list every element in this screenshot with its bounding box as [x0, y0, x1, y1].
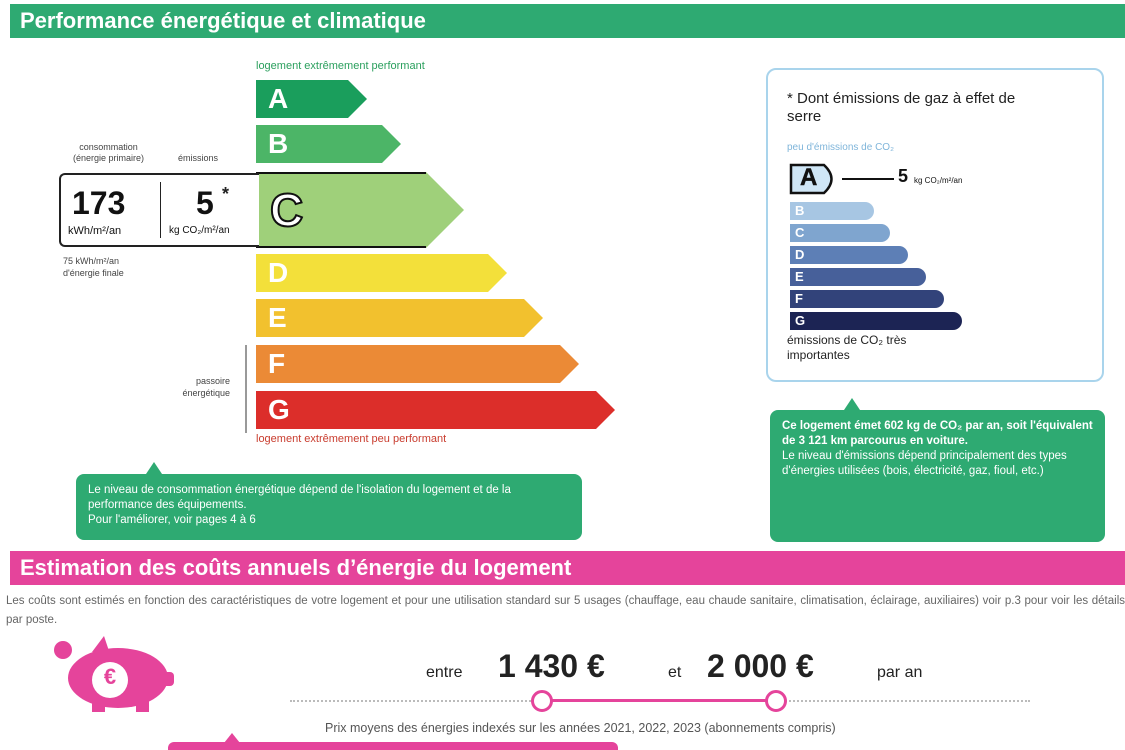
label-worst-performance: logement extrêmement peu performant — [256, 433, 447, 445]
co2-current-class-badge — [788, 162, 842, 196]
energy-class-letter: D — [256, 254, 488, 292]
co2-callout-text: Le niveau d'émissions dépend principalement des types d'énergies utilisées (bois, électricité, gaz, fioul, etc.) — [782, 450, 1067, 477]
co2-class-f: F — [790, 290, 944, 308]
final-energy-value: 75 kWh/m²/an — [63, 256, 120, 266]
co2-value: 5 — [898, 166, 909, 186]
piggy-euro-symbol: € — [103, 664, 117, 689]
range-prefix: entre — [426, 664, 463, 681]
range-suffix: par an — [877, 664, 923, 681]
consumption-label: consommation (énergie primaire) — [72, 142, 145, 163]
energy-class-c — [256, 172, 464, 248]
co2-class-c: C — [790, 224, 890, 242]
bottom-banner-edge — [168, 742, 618, 750]
energy-callout-text: Le niveau de consommation énergétique dépend de l'isolation du logement et de la performance des équipements. Pour l'améliorer, voir pages 4 à 6 — [88, 484, 511, 526]
energy-class-e — [256, 299, 543, 337]
energy-class-f — [256, 345, 579, 383]
energy-class-a — [256, 80, 367, 118]
co2-class-d: D — [790, 246, 908, 264]
co2-label-low: peu d'émissions de CO₂ — [787, 142, 894, 153]
energy-callout — [76, 474, 582, 540]
passoire-label: passoire énergétique — [182, 376, 230, 398]
energy-class-arrow — [382, 125, 401, 163]
prices-note: Prix moyens des énergies indexés sur les années 2021, 2022, 2023 (abonnements compris) — [325, 721, 836, 735]
energy-class-b — [256, 125, 401, 163]
min-cost: 1 430 € — [498, 648, 605, 684]
co2-pointer-line — [842, 178, 894, 180]
consumption-value: 173 — [72, 185, 126, 221]
co2-callout — [770, 410, 1105, 542]
range-max-marker — [765, 690, 787, 712]
emissions-star: * — [222, 184, 230, 204]
energy-class-letter: A — [256, 80, 348, 118]
range-bar — [541, 699, 777, 702]
energy-class-arrow — [560, 345, 579, 383]
energy-class-arrow — [348, 80, 367, 118]
emissions-unit: kg CO₂/m²/an — [169, 225, 230, 236]
co2-callout-bold: Ce logement émet 602 kg de CO₂ par an, soit l'équivalent de 3 121 km parcourus en voiture. — [782, 420, 1093, 447]
emissions-label: émissions — [178, 153, 219, 163]
co2-title: * Dont émissions de gaz à effet de serre — [787, 90, 1016, 125]
box-divider — [160, 182, 161, 238]
label-best-performance: logement extrêmement performant — [256, 60, 425, 72]
range-and: et — [668, 664, 682, 681]
energy-class-d — [256, 254, 507, 292]
bottom-banner-pointer — [224, 733, 240, 743]
callout-pointer — [844, 398, 860, 410]
energy-class-letter: F — [256, 345, 560, 383]
energy-class-arrow — [524, 299, 543, 337]
passoire-bracket — [245, 345, 247, 433]
range-min-marker — [531, 690, 553, 712]
co2-label-high: émissions de CO₂ très importantes — [787, 333, 907, 362]
energy-class-arrow — [596, 391, 615, 429]
energy-section-title: Performance énergétique et climatique — [10, 4, 1125, 38]
energy-class-letter: B — [256, 125, 382, 163]
cost-description: Les coûts sont estimés en fonction des caractéristiques de votre logement et pour une utilisation standard sur 5 usages (chauffage, eau chaude sanitaire, climatisation, éclairage, auxiliaires) voir p.3 pour voir les détails par poste. — [6, 595, 1125, 626]
energy-class-letter: G — [256, 391, 596, 429]
emissions-value: 5 — [196, 185, 214, 221]
energy-class-letter: C — [256, 172, 426, 248]
energy-class-letter: E — [256, 299, 524, 337]
energy-class-arrow — [426, 172, 464, 248]
co2-unit: kg CO₂/m²/an — [914, 176, 963, 185]
co2-current-class-letter: A — [800, 164, 818, 191]
co2-class-g: G — [790, 312, 962, 330]
max-cost: 2 000 € — [707, 648, 814, 684]
consumption-unit: kWh/m²/an — [68, 225, 122, 237]
cost-section-title: Estimation des coûts annuels d’énergie du logement — [10, 551, 1125, 585]
callout-pointer — [146, 462, 162, 474]
final-energy-label: d'énergie finale — [63, 268, 124, 278]
piggy-bank-icon — [48, 636, 178, 716]
energy-class-arrow — [488, 254, 507, 292]
energy-class-g — [256, 391, 615, 429]
co2-class-b: B — [790, 202, 874, 220]
co2-class-e: E — [790, 268, 926, 286]
